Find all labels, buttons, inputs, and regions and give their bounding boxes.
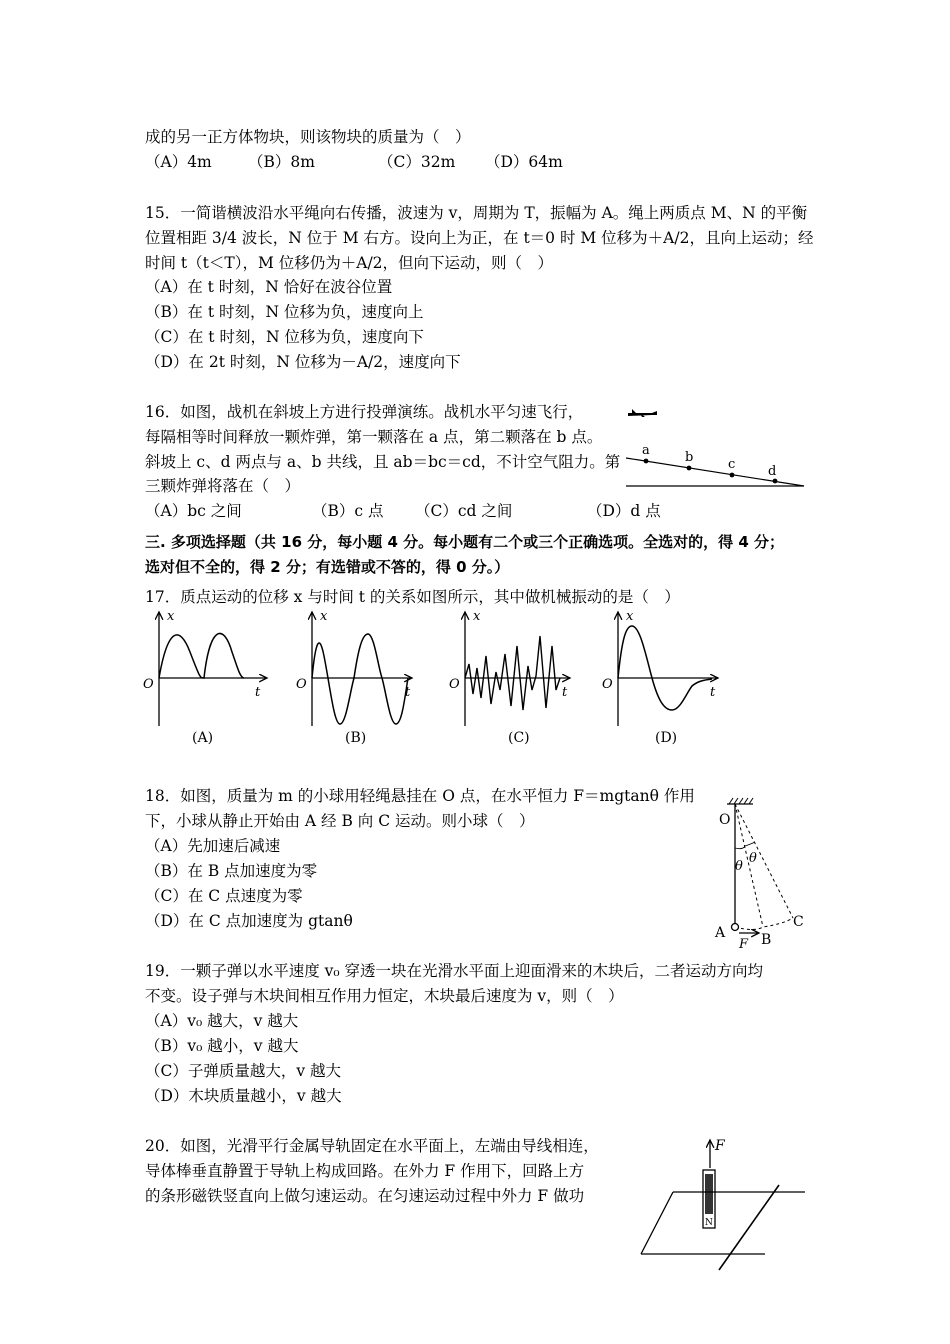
section-3-heading-2: 选对但不全的，得 2 分；有选错或不答的，得 0 分。） [145,558,510,576]
graph-a-t-label: t [255,685,261,700]
point-d [773,479,778,484]
graph-d-t-label: t [710,685,716,700]
graph-d-origin: O [602,677,613,692]
label-f: F [715,1138,725,1154]
graph-c-x-label: x [473,609,481,624]
q18-figure [705,790,815,950]
path-arc [735,918,793,930]
q16-option-d: （D）d 点 [587,502,661,520]
q19-option-c: （C）子弹质量越大，v 越大 [145,1062,342,1080]
graph-c-origin: O [449,677,460,692]
label-theta-2: θ [749,851,757,866]
q16-option-b: （B）c 点 [312,502,384,520]
label-a: A [715,925,726,941]
label-b: b [685,450,694,465]
graph-b-x-label: x [320,609,328,624]
label-theta-1: θ [735,859,743,874]
q18-option-c: （C）在 C 点速度为零 [145,887,303,905]
graph-c-caption: (C) [508,730,530,746]
q18-option-b: （B）在 B 点加速度为零 [145,862,318,880]
label-c: c [728,457,736,472]
graph-d [602,609,718,746]
q18-line-2: 下，小球从静止开始由 A 经 B 向 C 运动。则小球（ ） [145,812,535,830]
graph-a-caption: (A) [192,730,214,746]
q18-line-1: 18．如图，质量为 m 的小球用轻绳悬挂在 O 点，在水平恒力 F＝mgtanθ 作用 [145,787,695,805]
label-d: d [768,464,777,479]
q17-figure [140,606,730,751]
q18-option-a: （A）先加速后减速 [145,837,281,855]
q15-option-b: （B）在 t 时刻，N 位移为负，速度向上 [145,303,424,321]
rope-oc [735,804,793,918]
ball [732,924,739,931]
q19-option-d: （D）木块质量越小，v 越大 [145,1087,342,1105]
point-a [644,459,649,464]
q19-option-b: （B）v₀ 越小，v 越大 [145,1037,299,1055]
q15-option-a: （A）在 t 时刻，N 恰好在波谷位置 [145,278,393,296]
q14-line: 成的另一正方体物块，则该物块的质量为（ ） [145,128,471,146]
q20-line-1: 20．如图，光滑平行金属导轨固定在水平面上，左端由导线相连， [145,1137,599,1155]
q20-figure [635,1130,810,1275]
plane-icon [628,409,657,417]
q15-line-1: 15．一简谐横波沿水平绳向右传播，波速为 v，周期为 T，振幅为 A。绳上两质点 M、N 的平衡 [145,204,808,222]
q15-option-d: （D）在 2t 时刻，N 位移为－A/2，速度向下 [145,353,461,371]
graph-a-origin: O [143,677,154,692]
q14-option-b: （B）8m [248,153,315,171]
slope-line [626,458,804,486]
graph-b-origin: O [296,677,307,692]
graph-d-caption: (D) [655,730,678,746]
point-b [687,466,692,471]
graph-c [449,609,570,746]
label-b: B [761,932,772,948]
q16-line-4: 三颗炸弹将落在（ ） [145,477,301,495]
q14-option-d: （D）64m [485,153,563,171]
label-a: a [642,443,650,458]
q15-line-3: 时间 t（t＜T），M 位移仍为＋A/2，但向下运动，则（ ） [145,254,554,272]
graph-c-t-label: t [562,685,568,700]
q16-line-2: 每隔相等时间释放一颗炸弹，第一颗落在 a 点，第二颗落在 b 点。 [145,428,603,446]
point-c [730,473,735,478]
graph-b-t-label: t [405,685,411,700]
q16-line-1: 16．如图，战机在斜坡上方进行投弹演练。战机水平匀速飞行， [145,403,584,421]
q16-figure [618,402,813,497]
q20-line-2: 导体棒垂直静置于导轨上构成回路。在外力 F 作用下，回路上方 [145,1162,585,1180]
section-3-heading-1: 三. 多项选择题（共 16 分，每小题 4 分。每小题有二个或三个正确选项。全选对的，得 4 分； [145,533,785,551]
graph-a-x-label: x [167,609,175,624]
q15-option-c: （C）在 t 时刻，N 位移为负，速度向下 [145,328,424,346]
q18-option-d: （D）在 C 点加速度为 gtanθ [145,912,353,930]
graph-a [143,609,267,746]
q20-line-3: 的条形磁铁竖直向上做匀速运动。在匀速运动过程中外力 F 做功 [145,1187,585,1205]
connecting-wire [641,1192,673,1254]
q15-line-2: 位置相距 3/4 波长，N 位于 M 右方。设向上为正，在 t＝0 时 M 位移为＋A/2，且向上运动；经 [145,229,814,247]
q19-line-1: 19．一颗子弹以水平速度 v₀ 穿透一块在光滑水平面上迎面滑来的木块后，二者运动方向均 [145,962,764,980]
label-o: O [719,812,731,828]
q19-option-a: （A）v₀ 越大，v 越大 [145,1012,299,1030]
q16-line-3: 斜坡上 c、d 两点与 a、b 共线，且 ab＝bc＝cd，不计空气阻力。第 [145,453,621,471]
q14-option-a: （A）4m [145,153,212,171]
q14-option-c: （C）32m [378,153,456,171]
graph-d-x-label: x [626,609,634,624]
q16-option-c: （C）cd 之间 [415,502,513,520]
conductor-rod [719,1185,779,1270]
q16-option-a: （A）bc 之间 [145,502,242,520]
label-c: C [793,914,804,930]
label-f: F [739,937,749,950]
magnet-shading [705,1174,713,1214]
q19-line-2: 不变。设子弹与木块间相互作用力恒定，木块最后速度为 v，则（ ） [145,987,624,1005]
q17-line: 17．质点运动的位移 x 与时间 t 的关系如图所示，其中做机械振动的是（ ） [145,588,680,606]
graph-b [296,609,412,746]
label-n: N [705,1218,713,1228]
graph-b-caption: (B) [345,730,367,746]
